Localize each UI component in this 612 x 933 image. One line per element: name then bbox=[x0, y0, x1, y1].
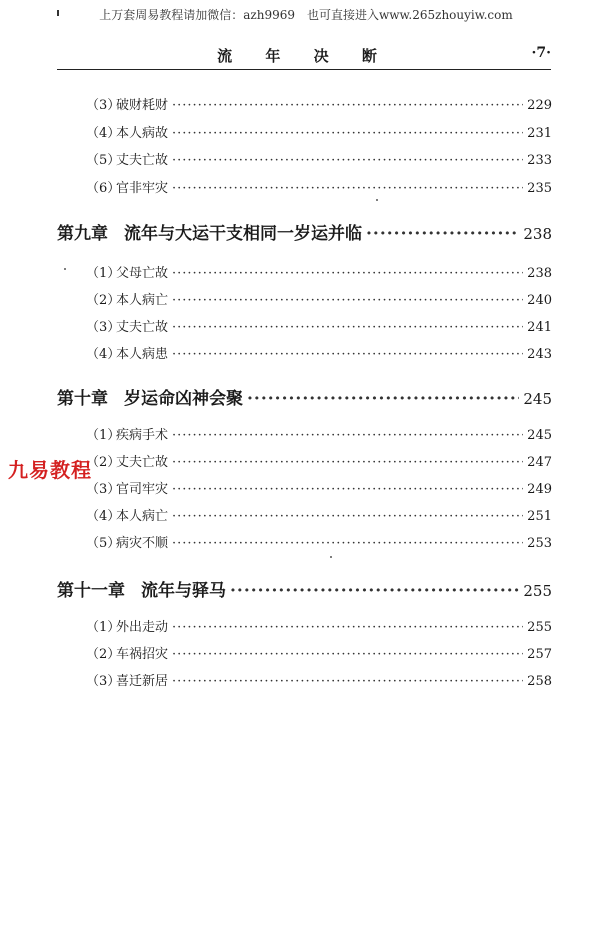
toc-entry bbox=[86, 532, 552, 551]
scan-speck bbox=[376, 199, 378, 201]
entry-title: 丈夫亡故 bbox=[116, 153, 169, 168]
entry-title: 官非牢灾 bbox=[116, 181, 169, 196]
entry-title: 外出走动 bbox=[116, 620, 169, 635]
dot-leader bbox=[172, 181, 523, 196]
header-page-number: ·7· bbox=[531, 45, 551, 61]
entry-title: 车祸招灾 bbox=[116, 647, 169, 662]
entry-number: （3） bbox=[86, 320, 121, 335]
entry-page: 231 bbox=[527, 126, 552, 141]
entry-title: 父母亡故 bbox=[116, 266, 169, 281]
dot-leader bbox=[172, 482, 523, 497]
dot-leader bbox=[366, 224, 519, 244]
entry-number: （4） bbox=[86, 509, 121, 524]
watermark-stamp: 九易教程 bbox=[8, 458, 92, 482]
chapter-title: 流年与驿马 bbox=[141, 581, 226, 601]
dot-leader bbox=[172, 428, 523, 443]
entry-number: （1） bbox=[86, 620, 121, 635]
toc-entry bbox=[86, 505, 552, 524]
entry-title: 本人病患 bbox=[116, 347, 169, 362]
toc-chapter bbox=[57, 576, 552, 601]
dot-leader bbox=[172, 293, 523, 308]
scan-speck bbox=[64, 268, 66, 270]
dot-leader bbox=[172, 674, 523, 689]
entry-title: 本人病亡 bbox=[116, 509, 169, 524]
entry-title: 官司牢灾 bbox=[116, 482, 169, 497]
entry-number: （1） bbox=[86, 428, 121, 443]
entry-page: 258 bbox=[527, 674, 552, 689]
entry-title: 本人病故 bbox=[116, 126, 169, 141]
toc-entry bbox=[86, 177, 552, 196]
entry-number: （3） bbox=[86, 98, 121, 113]
dot-leader bbox=[172, 509, 523, 524]
running-header bbox=[57, 43, 551, 67]
dot-leader bbox=[172, 153, 523, 168]
dot-leader bbox=[230, 581, 519, 601]
entry-title: 丈夫亡故 bbox=[116, 320, 169, 335]
entry-page: 243 bbox=[527, 347, 552, 362]
scan-speck bbox=[330, 556, 332, 558]
entry-page: 235 bbox=[527, 181, 552, 196]
chapter-title: 岁运命凶神会聚 bbox=[124, 389, 243, 409]
entry-page: 247 bbox=[527, 455, 552, 470]
dot-leader bbox=[172, 320, 523, 335]
entry-title: 丈夫亡故 bbox=[116, 455, 169, 470]
entry-page: 233 bbox=[527, 153, 552, 168]
header-rule bbox=[57, 69, 551, 70]
entry-page: 257 bbox=[527, 647, 552, 662]
dot-leader bbox=[172, 126, 523, 141]
entry-page: 251 bbox=[527, 509, 552, 524]
toc-entry bbox=[86, 122, 552, 141]
watermark-text: 上万套周易教程请加微信：azh9969 也可直接进入www.265zhouyiw.com bbox=[99, 8, 513, 22]
dot-leader bbox=[172, 455, 523, 470]
toc-entry bbox=[86, 616, 552, 635]
toc-entry bbox=[86, 149, 552, 168]
entry-page: 249 bbox=[527, 482, 552, 497]
dot-leader bbox=[172, 647, 523, 662]
dot-leader bbox=[172, 266, 523, 281]
entry-page: 245 bbox=[527, 428, 552, 443]
toc-entry bbox=[86, 478, 552, 497]
toc-entry bbox=[86, 343, 552, 362]
entry-page: 238 bbox=[527, 266, 552, 281]
entry-page: 253 bbox=[527, 536, 552, 551]
toc-entry bbox=[86, 316, 552, 335]
toc-entry bbox=[86, 289, 552, 308]
toc-entry bbox=[86, 670, 552, 689]
entry-number: （2） bbox=[86, 455, 121, 470]
entry-number: （6） bbox=[86, 181, 121, 196]
entry-number: （5） bbox=[86, 536, 121, 551]
entry-page: 229 bbox=[527, 98, 552, 113]
entry-number: （3） bbox=[86, 674, 121, 689]
entry-title: 疾病手术 bbox=[116, 428, 169, 443]
entry-number: （5） bbox=[86, 153, 121, 168]
entry-page: 241 bbox=[527, 320, 552, 335]
toc-chapter bbox=[57, 219, 552, 244]
entry-title: 病灾不顺 bbox=[116, 536, 169, 551]
chapter-page: 238 bbox=[523, 225, 552, 243]
chapter-number: 第十章 bbox=[57, 389, 108, 409]
dot-leader bbox=[172, 620, 523, 635]
chapter-page: 245 bbox=[523, 390, 552, 408]
entry-title: 本人病亡 bbox=[116, 293, 169, 308]
toc-entry bbox=[86, 424, 552, 443]
entry-number: （4） bbox=[86, 347, 121, 362]
dot-leader bbox=[247, 389, 519, 409]
chapter-number: 第十一章 bbox=[57, 581, 125, 601]
toc-entry bbox=[86, 643, 552, 662]
entry-number: （4） bbox=[86, 126, 121, 141]
dot-leader bbox=[172, 347, 523, 362]
chapter-title: 流年与大运干支相同一岁运并临 bbox=[124, 224, 362, 244]
entry-page: 255 bbox=[527, 620, 552, 635]
entry-title: 喜迁新居 bbox=[116, 674, 169, 689]
entry-number: （1） bbox=[86, 266, 121, 281]
toc-chapter bbox=[57, 384, 552, 409]
entry-number: （3） bbox=[86, 482, 121, 497]
chapter-number: 第九章 bbox=[57, 224, 108, 244]
entry-page: 240 bbox=[527, 293, 552, 308]
chapter-page: 255 bbox=[523, 582, 552, 600]
header-title: 流 年 决 断 bbox=[217, 47, 391, 65]
dot-leader bbox=[172, 98, 523, 113]
dot-leader bbox=[172, 536, 523, 551]
toc-entry bbox=[86, 451, 552, 470]
entry-number: （2） bbox=[86, 293, 121, 308]
toc-entry bbox=[86, 262, 552, 281]
entry-number: （2） bbox=[86, 647, 121, 662]
entry-title: 破财耗财 bbox=[116, 98, 169, 113]
toc-entry bbox=[86, 94, 552, 113]
